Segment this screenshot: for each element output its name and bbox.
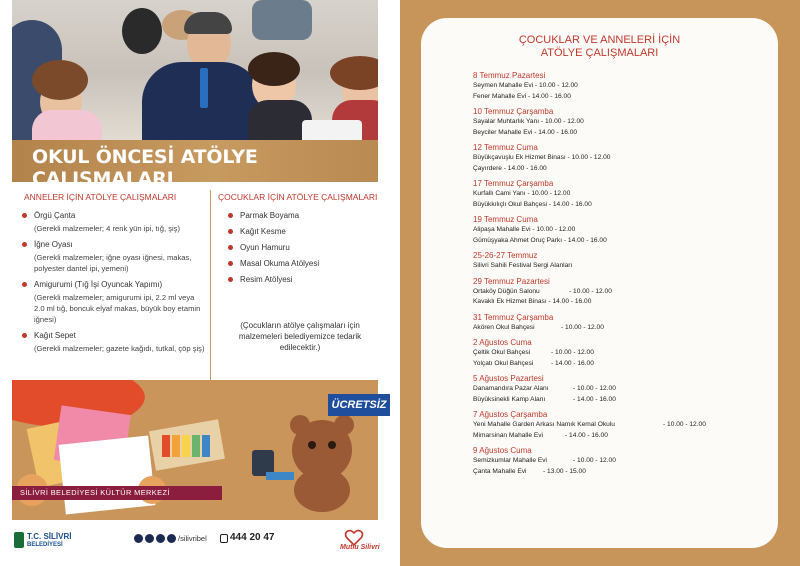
location-row: Semizkumlar Mahalle Evi - 10.00 - 12.00 <box>473 457 616 464</box>
location-row: Ortaköy Düğün Salonu - 10.00 - 12.00 <box>473 287 612 295</box>
location-row: Kurfallı Cami Yanı - 10.00 - 12.00 <box>473 190 571 197</box>
location-row: Seymen Mahalle Evi - 10.00 - 12.00 <box>473 82 578 89</box>
schedule-day <box>473 276 773 308</box>
facebook-icon[interactable] <box>134 534 143 543</box>
title-banner <box>12 140 378 190</box>
location-row: Kavaklı Ek Hizmet Binası - 14.00 - 16.00 <box>473 298 592 305</box>
location-row: Büyükçavuşlu Ek Hizmet Binası - 10.00 - 12.00 <box>473 154 611 161</box>
location-row: Beyciler Mahalle Evi - 14.00 - 16.00 <box>473 128 578 136</box>
schedule-day <box>473 250 773 272</box>
slogan-logo: Mutlu Silivri <box>340 544 380 551</box>
location-row: Akören Okul Bahçesi - 10.00 - 12.00 <box>473 323 604 331</box>
schedule-day <box>473 337 773 369</box>
list-item: Oyun Hamuru <box>226 242 386 253</box>
location-row: Mimarsinan Mahalle Evi - 14.00 - 16.00 <box>473 431 608 439</box>
day-date: 31 Temmuz Çarşamba <box>473 312 554 322</box>
day-date: 29 Temmuz Pazartesi <box>473 276 550 286</box>
day-date: 7 Ağustos Çarşamba <box>473 410 548 419</box>
location-row: Çeltik Okul Bahçesi - 10.00 - 12.00 <box>473 349 594 356</box>
materials-note: (Çocukların atölye çalışmaları için malzemeleri belediyemizce tedarik edilecektir.) <box>238 321 362 352</box>
location-row: Danamandıra Pazar Alanı - 10.00 - 12.00 <box>473 385 616 392</box>
day-date: 19 Temmuz Cuma <box>473 215 538 224</box>
list-item: Resim Atölyesi <box>226 274 386 285</box>
mothers-heading: ANNELER İÇİN ATÖLYE ÇALIŞMALARI <box>24 192 177 202</box>
location-row: Çanta Mahalle Evi - 13.00 - 15.00 <box>473 467 586 475</box>
list-item: Masal Okuma Atölyesi <box>226 258 386 269</box>
location-row: Fener Mahalle Evi - 14.00 - 16.00 <box>473 92 571 100</box>
location-row: Sayalar Muhtarlık Yanı - 10.00 - 12.00 <box>473 118 584 125</box>
center-name-band <box>12 486 222 500</box>
schedule-list <box>473 70 773 481</box>
location-row: Yeni Mahalle Garden Arkası Namık Kemal Okulu - 10.00 - 12.00 <box>473 421 706 428</box>
schedule-day <box>473 214 773 246</box>
schedule-day <box>473 106 773 138</box>
page-title: OKUL ÖNCESİ ATÖLYE ÇALIŞMALARI <box>32 146 258 190</box>
day-date: 2 Ağustos Cuma <box>473 338 532 347</box>
schedule-day <box>473 178 773 210</box>
instagram-icon[interactable] <box>156 534 165 543</box>
location-row: Alipaşa Mahalle Evi - 10.00 - 12.00 <box>473 226 576 233</box>
schedule-day <box>473 70 773 102</box>
day-date: 12 Temmuz Cuma <box>473 143 538 152</box>
day-date: 8 Temmuz Pazartesi <box>473 71 546 80</box>
location-row: Silivri Sahili Festival Sergi Alanları <box>473 262 573 269</box>
list-item: Kağıt Sepet (Gerekli malzemeler; gazete kağıdı, tutkal, çöp şiş) <box>20 330 206 354</box>
day-date: 9 Ağustos Cuma <box>473 446 532 455</box>
list-item: Kağıt Kesme <box>226 226 386 237</box>
list-item: İğne Oyası (Gerekli malzemeler; iğne oyası iğnesi, makas, polyester dantel ipi, yemeni) <box>20 239 206 274</box>
location-row: Büyükkılıçlı Okul Bahçesi - 14.00 - 16.00 <box>473 200 592 208</box>
list-item: Parmak Boyama <box>226 210 386 221</box>
day-date: 25-26-27 Temmuz <box>473 251 538 260</box>
schedule-day <box>473 373 773 405</box>
footer <box>0 524 400 566</box>
center-name: SİLİVRİ BELEDİYESİ KÜLTÜR MERKEZİ <box>20 488 170 497</box>
column-divider <box>210 190 211 390</box>
children-list <box>226 210 386 290</box>
location-row: Yolçatı Okul Bahçesi - 14.00 - 16.00 <box>473 359 594 367</box>
location-row: Büyüksinekli Kamp Alanı - 14.00 - 16.00 <box>473 395 616 403</box>
municipality-logo: T.C. SİLİVRİ BELEDİYESİ <box>14 530 64 554</box>
schedule-day <box>473 409 773 441</box>
schedule-day <box>473 312 773 334</box>
phone-icon <box>220 534 228 543</box>
list-item: Amigurumi (Tığ İşi Oyuncak Yapımı) (Gerekli malzemeler; amigurumi ipi, 2.2 ml veya 2.0 ml tığ, boncuk elyaf makas, büyük boy etamin iğnesi) <box>20 279 206 325</box>
day-date: 17 Temmuz Çarşamba <box>473 179 554 188</box>
list-item: Örgü Çanta (Gerekli malzemeler; 4 renk yün ipi, tığ, şiş) <box>20 210 206 234</box>
phone-number: 444 20 47 <box>230 532 275 543</box>
free-badge: ÜCRETSİZ <box>328 394 390 416</box>
workshop-photo <box>12 0 378 160</box>
twitter-icon[interactable] <box>145 534 154 543</box>
emblem-icon <box>14 532 24 548</box>
right-page <box>400 0 800 566</box>
mothers-list <box>20 210 206 359</box>
children-heading: ÇOCUKLAR İÇİN ATÖLYE ÇALIŞMALARI <box>218 192 378 202</box>
location-row: Çayırdere - 14.00 - 16.00 <box>473 164 547 172</box>
day-date: 5 Ağustos Pazartesi <box>473 374 544 383</box>
schedule-day <box>473 445 773 477</box>
schedule-title: ÇOCUKLAR VE ANNELERİ İÇİN ATÖLYE ÇALIŞMALARI <box>518 34 681 59</box>
social-handle: /silivribel <box>178 534 207 543</box>
schedule-card <box>421 18 778 548</box>
schedule-day <box>473 142 773 174</box>
day-date: 10 Temmuz Çarşamba <box>473 107 554 116</box>
youtube-icon[interactable] <box>167 534 176 543</box>
location-row: Gümüşyaka Ahmet Oruç Parkı - 14.00 - 16.00 <box>473 236 607 244</box>
